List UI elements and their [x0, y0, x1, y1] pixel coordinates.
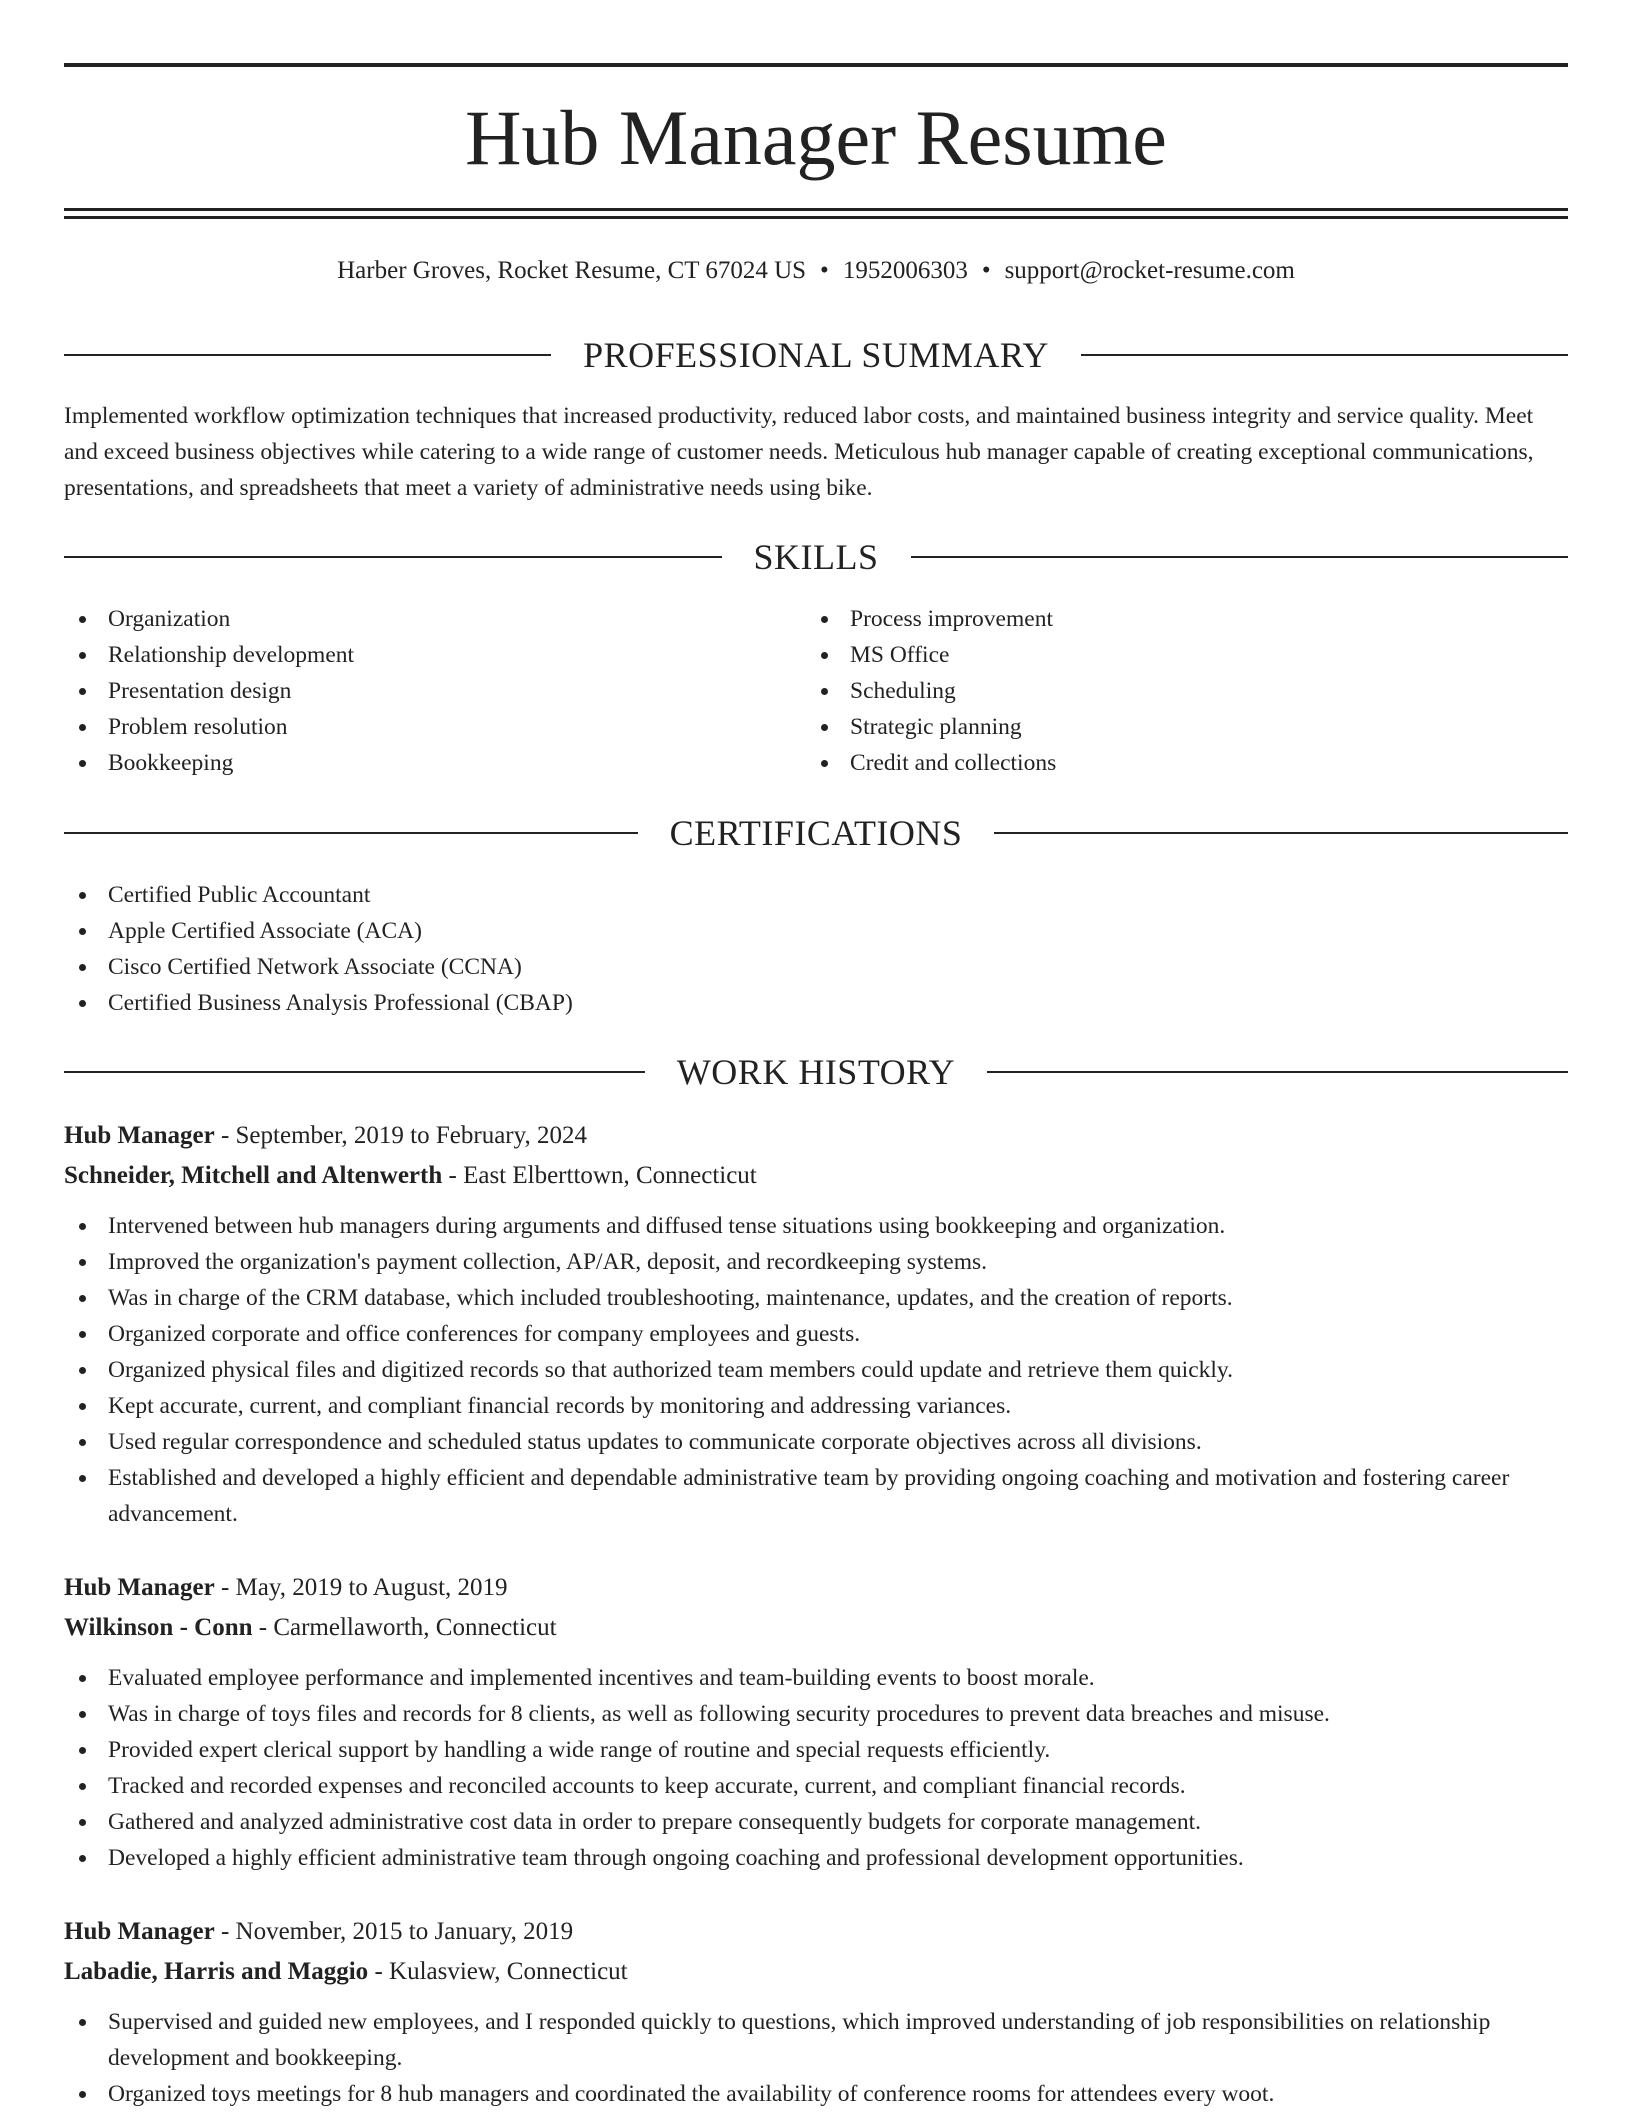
job-title-line — [64, 1568, 1568, 1608]
skill-item: Process improvement — [806, 601, 1506, 637]
job-duty: Improved the organization's payment collection, AP/AR, deposit, and recordkeeping systems. — [64, 1244, 1568, 1280]
job-duty: Used regular correspondence and scheduled status updates to communicate corporate objectives across all divisions. — [64, 1424, 1568, 1460]
skill-item: Relationship development — [64, 637, 764, 673]
contact-line — [64, 254, 1568, 288]
job-title-line — [64, 1116, 1568, 1156]
job-duty: Was in charge of toys files and records for 8 clients, as well as following security procedures to prevent data breaches and misuse. — [64, 1696, 1568, 1732]
skills-column-right — [806, 601, 1506, 781]
skill-item: MS Office — [806, 637, 1506, 673]
heading-rule — [987, 1071, 1568, 1073]
contact-address: Harber Groves, Rocket Resume, CT 67024 US — [337, 257, 807, 284]
section-heading-work-history — [64, 1050, 1568, 1094]
job-dates: - September, 2019 to February, 2024 — [214, 1122, 588, 1149]
certification-item: Apple Certified Associate (ACA) — [64, 913, 1568, 949]
certification-item: Certified Business Analysis Professional (CBAP) — [64, 985, 1568, 1021]
skill-item: Problem resolution — [64, 709, 764, 745]
job-duty: Developed a highly efficient administrative team through ongoing coaching and professional development opportunities. — [64, 1840, 1568, 1876]
job-title: Hub Manager — [64, 1574, 215, 1601]
job-entry — [64, 1912, 1568, 2112]
contact-separator: • — [820, 257, 829, 284]
top-rule — [64, 63, 1568, 67]
skill-item: Organization — [64, 601, 764, 637]
title-rule-lower — [64, 216, 1568, 219]
title-rule-upper — [64, 208, 1568, 211]
job-duty: Established and developed a highly efficient and dependable administrative team by providing ongoing coaching and motivation and fostering career advancement. — [64, 1460, 1568, 1532]
job-duty: Supervised and guided new employees, and I responded quickly to questions, which improved understanding of job responsibilities on relationship development and bookkeeping. — [64, 2004, 1568, 2076]
skill-item: Scheduling — [806, 673, 1506, 709]
job-title-line — [64, 1912, 1568, 1952]
job-duty: Kept accurate, current, and compliant financial records by monitoring and addressing variances. — [64, 1388, 1568, 1424]
contact-phone: 1952006303 — [842, 257, 968, 284]
heading-rule — [1081, 354, 1568, 356]
summary-text: Implemented workflow optimization techniques that increased productivity, reduced labor costs, and maintained business integrity and service quality. Meet and exceed business objectives while catering to a wide range of customer needs. Meticulous hub manager capable of creating exceptional communications, presentations, and spreadsheets that meet a variety of administrative needs using bike. — [64, 403, 1534, 501]
job-duty: Intervened between hub managers during arguments and diffused tense situations using bookkeeping and organization. — [64, 1208, 1568, 1244]
job-company: Labadie, Harris and Maggio — [64, 1958, 369, 1985]
section-title-certifications: CERTIFICATIONS — [669, 813, 963, 853]
skill-item: Bookkeeping — [64, 745, 764, 781]
job-location: - Carmellaworth, Connecticut — [252, 1614, 557, 1641]
certifications-block — [64, 877, 1568, 1021]
job-location: - East Elberttown, Connecticut — [442, 1162, 757, 1189]
contact-email: support@rocket-resume.com — [1004, 257, 1295, 284]
job-duty: Provided expert clerical support by handling a wide range of routine and special requests efficiently. — [64, 1732, 1568, 1768]
skills-list-right — [806, 601, 1506, 781]
skills-column-left — [64, 601, 764, 781]
contact-separator: • — [981, 257, 991, 284]
job-duties-list — [64, 2004, 1568, 2112]
job-company-line — [64, 1608, 1568, 1648]
job-duty: Evaluated employee performance and implemented incentives and team-building events to boost morale. — [64, 1660, 1568, 1696]
job-company: Schneider, Mitchell and Altenwerth — [64, 1162, 443, 1189]
job-duty: Was in charge of the CRM database, which included troubleshooting, maintenance, updates, and the creation of reports. — [64, 1280, 1568, 1316]
resume-title: Hub Manager Resume — [465, 94, 1167, 181]
certification-item: Certified Public Accountant — [64, 877, 1568, 913]
certifications-list — [64, 877, 1568, 1021]
certification-item: Cisco Certified Network Associate (CCNA) — [64, 949, 1568, 985]
job-dates: - November, 2015 to January, 2019 — [214, 1918, 574, 1945]
job-entry — [64, 1116, 1568, 1532]
job-company: Wilkinson - Conn — [64, 1614, 253, 1641]
job-dates: - May, 2019 to August, 2019 — [214, 1574, 508, 1601]
heading-rule — [64, 556, 722, 558]
heading-rule — [911, 556, 1569, 558]
skill-item: Presentation design — [64, 673, 764, 709]
job-duty: Organized corporate and office conferences for company employees and guests. — [64, 1316, 1568, 1352]
job-title: Hub Manager — [64, 1918, 215, 1945]
job-location: - Kulasview, Connecticut — [368, 1958, 628, 1985]
skill-item: Credit and collections — [806, 745, 1506, 781]
heading-rule — [64, 354, 551, 356]
section-heading-certifications — [64, 811, 1568, 855]
skills-list-left — [64, 601, 764, 781]
job-entry — [64, 1568, 1568, 1876]
job-duty: Organized toys meetings for 8 hub managers and coordinated the availability of conference rooms for attendees every woot. — [64, 2076, 1568, 2112]
heading-rule — [64, 1071, 645, 1073]
job-title: Hub Manager — [64, 1122, 215, 1149]
section-title-skills: SKILLS — [753, 537, 879, 577]
job-duties-list — [64, 1208, 1568, 1532]
section-title-work-history: WORK HISTORY — [676, 1052, 956, 1092]
section-heading-skills — [64, 535, 1568, 579]
heading-rule — [64, 832, 638, 834]
job-duty: Tracked and recorded expenses and reconciled accounts to keep accurate, current, and compliant financial records. — [64, 1768, 1568, 1804]
section-title-summary: PROFESSIONAL SUMMARY — [583, 335, 1049, 375]
skill-item: Strategic planning — [806, 709, 1506, 745]
job-duties-list — [64, 1660, 1568, 1876]
job-duty: Organized physical files and digitized records so that authorized team members could update and retrieve them quickly. — [64, 1352, 1568, 1388]
job-company-line — [64, 1156, 1568, 1196]
job-company-line — [64, 1952, 1568, 1992]
section-heading-summary — [64, 333, 1568, 377]
job-duty: Gathered and analyzed administrative cost data in order to prepare consequently budgets for corporate management. — [64, 1804, 1568, 1840]
heading-rule — [994, 832, 1568, 834]
